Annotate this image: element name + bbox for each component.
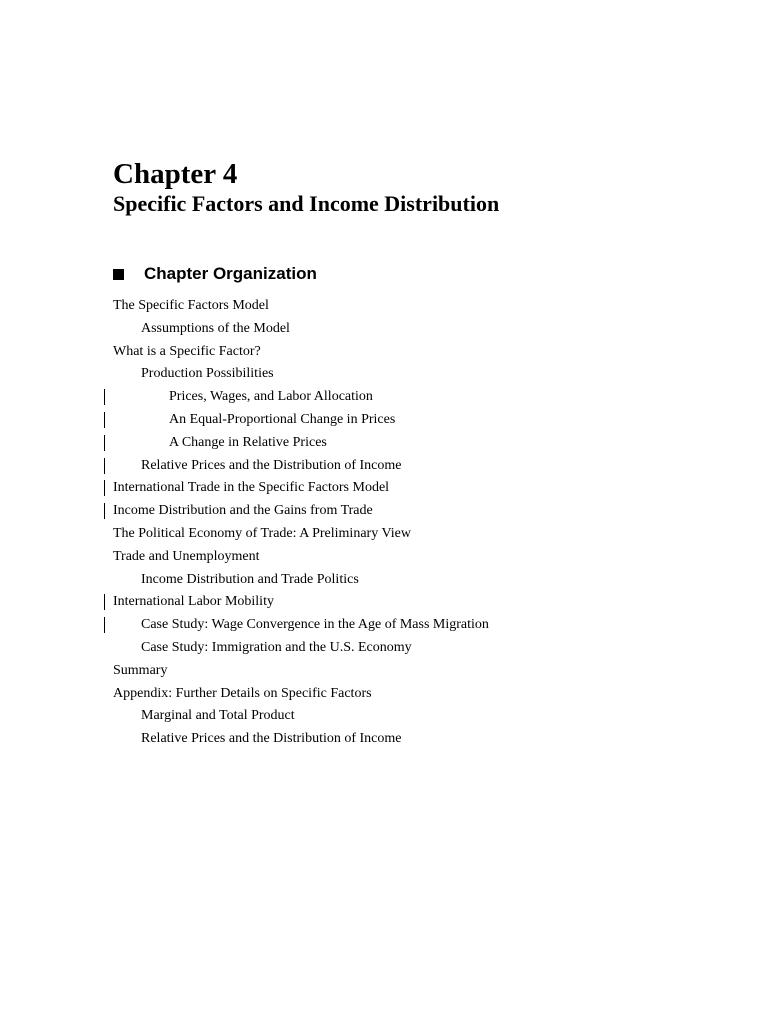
outline-item-text: Income Distribution and Trade Politics <box>141 571 359 587</box>
outline-item <box>0 591 768 614</box>
outline-item-text: Prices, Wages, and Labor Allocation <box>169 389 373 405</box>
outline-item-text: Summary <box>113 662 168 678</box>
chapter-number: Chapter 4 <box>113 158 238 190</box>
change-bar-marker <box>104 435 105 451</box>
outline-item-text: Case Study: Wage Convergence in the Age of Mass Migration <box>141 617 489 633</box>
outline-item <box>0 546 768 569</box>
outline-item-text: An Equal-Proportional Change in Prices <box>169 411 396 427</box>
chapter-title: Specific Factors and Income Distribution <box>113 191 500 216</box>
outline-item-text: The Specific Factors Model <box>113 298 269 313</box>
outline-item <box>0 705 768 728</box>
outline-item-text: Case Study: Immigration and the U.S. Economy <box>141 639 412 655</box>
outline-item <box>0 500 768 523</box>
section-heading-text: Chapter Organization <box>144 264 317 283</box>
outline-item <box>0 477 768 500</box>
change-bar-marker <box>104 617 105 633</box>
change-bar-marker <box>104 594 105 610</box>
outline-item <box>0 728 768 751</box>
outline-item <box>0 432 768 455</box>
outline-item-text: Appendix: Further Details on Specific Factors <box>113 685 372 701</box>
outline-item-text: Assumptions of the Model <box>141 320 290 336</box>
outline-item <box>0 637 768 660</box>
outline-item <box>0 455 768 478</box>
outline-item-text: What is a Specific Factor? <box>113 343 261 359</box>
outline-item <box>0 341 768 364</box>
outline-item <box>0 614 768 637</box>
change-bar-marker <box>104 458 105 474</box>
change-bar-marker <box>104 389 105 405</box>
change-bar-marker <box>104 412 105 428</box>
outline-item-text: Marginal and Total Product <box>141 708 295 724</box>
outline-item <box>0 318 768 341</box>
outline-item-text: Production Possibilities <box>141 366 274 382</box>
outline-item <box>0 295 768 318</box>
outline-item <box>0 409 768 432</box>
outline-item-text: Relative Prices and the Distribution of Income <box>141 731 402 747</box>
section-heading <box>113 262 317 286</box>
outline-item <box>0 683 768 706</box>
chapter-outline <box>0 295 768 751</box>
outline-item-text: A Change in Relative Prices <box>169 434 327 450</box>
outline-item-text: The Political Economy of Trade: A Preliminary View <box>113 525 411 541</box>
square-bullet-icon <box>113 269 124 280</box>
change-bar-marker <box>104 503 105 519</box>
outline-item <box>0 386 768 409</box>
outline-item <box>0 569 768 592</box>
change-bar-marker <box>104 480 105 496</box>
outline-item-text: International Trade in the Specific Factors Model <box>113 480 390 496</box>
outline-item <box>0 660 768 683</box>
outline-item <box>0 363 768 386</box>
outline-item-text: International Labor Mobility <box>113 594 274 610</box>
outline-item-text: Relative Prices and the Distribution of Income <box>141 457 402 473</box>
outline-item <box>0 523 768 546</box>
outline-item-text: Trade and Unemployment <box>113 548 260 564</box>
outline-item-text: Income Distribution and the Gains from Trade <box>113 503 373 519</box>
